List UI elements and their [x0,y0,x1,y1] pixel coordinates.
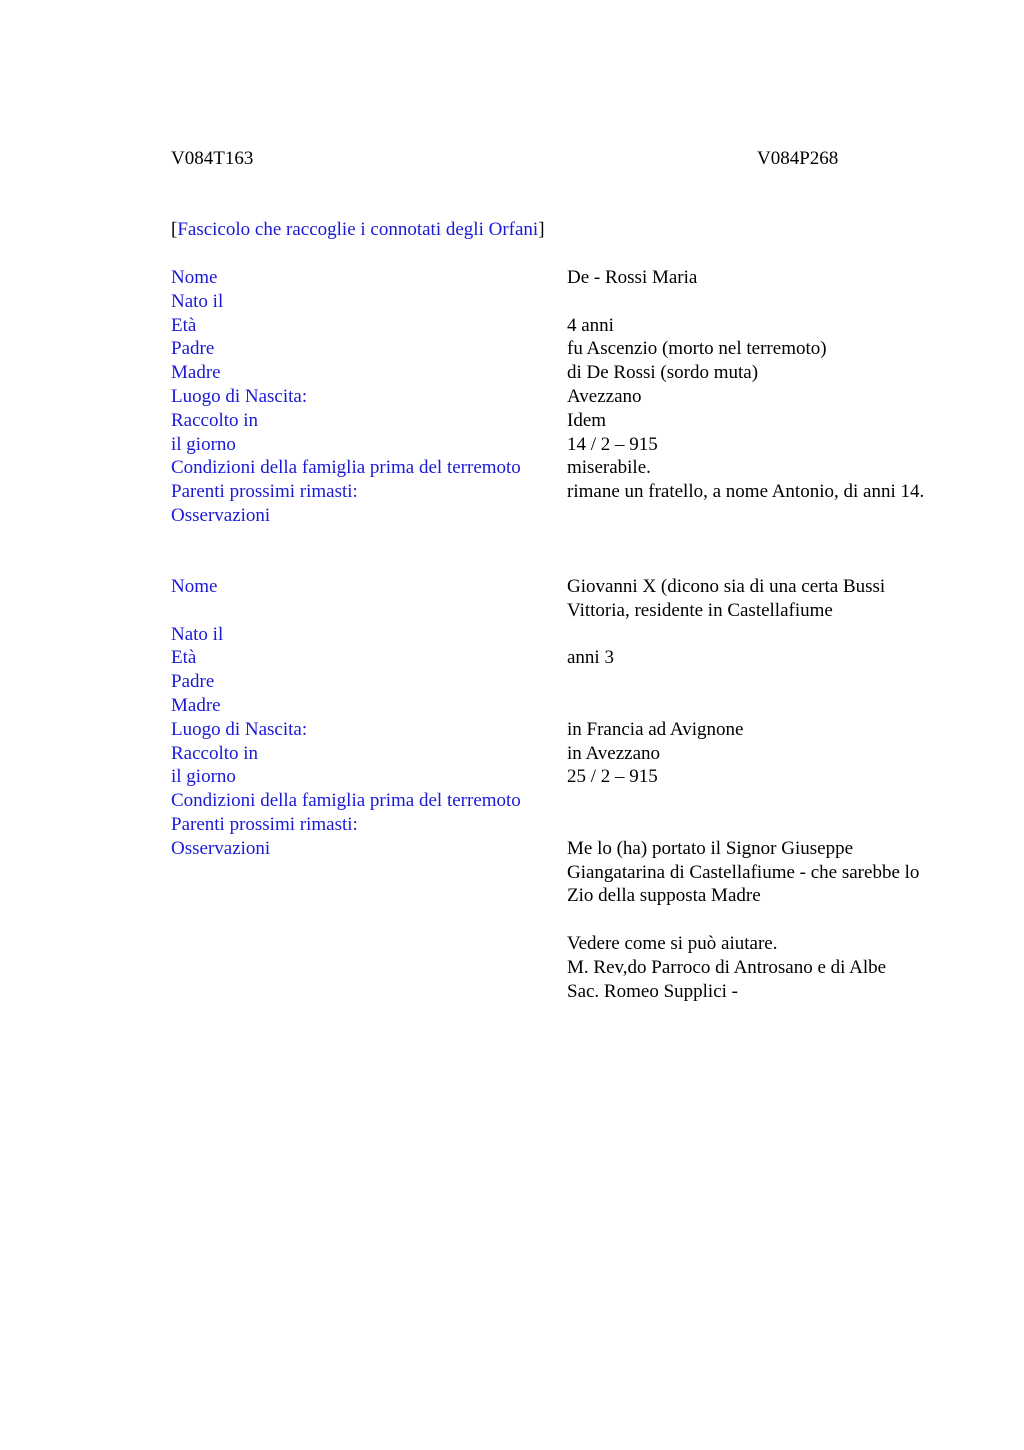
field-value-paragraph: Idem [567,409,607,431]
field-value-paragraph: fu Ascenzio (morto nel terremoto) [567,338,827,360]
field-value-paragraph: 14 / 2 – 915 [567,433,658,455]
orphan-record [171,266,946,528]
field-label: Padre [171,671,215,693]
field-value-paragraph: in Avezzano [567,742,661,764]
field-label: Nato il [171,623,224,645]
field-row [171,361,946,385]
field-row [171,670,946,694]
field-value [567,480,937,504]
field-value [567,575,937,623]
field-value [567,385,937,409]
field-row [171,433,946,457]
paragraph-gap [567,908,937,932]
field-row [171,409,946,433]
field-row [171,266,946,290]
field-value-paragraph: anni 3 [567,647,614,669]
orphan-record [171,575,946,1003]
field-label: Condizioni della famiglia prima del terremoto [171,457,521,479]
field-value [567,837,937,1004]
field-label: Parenti prossimi rimasti: [171,813,358,835]
field-value-paragraph: di De Rossi (sordo muta) [567,362,759,384]
field-label: Padre [171,338,215,360]
field-label: Luogo di Nascita: [171,718,308,740]
field-row [171,290,946,314]
field-row [171,385,946,409]
field-value-paragraph: M. Rev,do Parroco di Antrosano e di Albe [567,956,887,978]
field-value-paragraph: in Francia ad Avignone [567,718,744,740]
field-value [567,409,937,433]
document-code-left: V084T163 [171,148,254,169]
field-label: Parenti prossimi rimasti: [171,481,358,503]
field-value-paragraph: Sac. Romeo Supplici - [567,980,738,1002]
field-row [171,504,946,528]
field-row [171,789,946,813]
field-label: Età [171,647,197,669]
field-value-paragraph: 25 / 2 – 915 [567,766,658,788]
field-row [171,337,946,361]
field-label: il giorno [171,433,236,455]
field-label: il giorno [171,766,236,788]
field-label: Luogo di Nascita: [171,385,308,407]
field-row [171,742,946,766]
field-label: Madre [171,362,221,384]
field-label: Nato il [171,290,224,312]
field-row [171,480,946,504]
field-row [171,314,946,338]
file-heading [171,218,545,242]
heading-bracket-open: [ [171,219,178,240]
field-value-paragraph: rimane un fratello, a nome Antonio, di anni 14. [567,481,925,503]
field-value-paragraph: miserabile. [567,457,651,479]
field-value [567,337,937,361]
heading-bracket-close: ] [538,219,545,240]
field-value-paragraph: De - Rossi Maria [567,267,698,288]
field-row [171,765,946,789]
field-value [567,646,937,670]
field-label: Osservazioni [171,504,271,526]
field-row [171,694,946,718]
field-value-paragraph: Me lo (ha) portato il Signor Giuseppe Giangatarina di Castellafiume - che sarebbe lo Zio della supposta Madre [567,837,920,907]
field-value-paragraph: Vedere come si può aiutare. [567,932,778,954]
field-row [171,837,946,1004]
heading-text: Fascicolo che raccoglie i connotati degli Orfani [177,219,539,240]
field-value [567,433,937,457]
field-value [567,742,937,766]
field-row [171,646,946,670]
field-row [171,456,946,480]
field-value [567,314,937,338]
field-value [567,266,937,290]
field-value [567,456,937,480]
field-label: Condizioni della famiglia prima del terremoto [171,790,521,812]
field-row [171,575,946,623]
field-row [171,623,946,647]
field-value-paragraph: Giovanni X (dicono sia di una certa Bussi Vittoria, residente in Castellafiume [567,576,886,621]
field-label: Madre [171,694,221,716]
field-value [567,765,937,789]
field-row [171,718,946,742]
field-value [567,361,937,385]
field-label: Età [171,314,197,336]
document-code-right: V084P268 [757,148,839,169]
field-value-paragraph: Avezzano [567,385,642,407]
field-label: Raccolto in [171,742,259,764]
field-label: Nome [171,576,218,597]
field-row [171,813,946,837]
field-label: Osservazioni [171,837,271,859]
field-value-paragraph: 4 anni [567,314,614,336]
field-label: Raccolto in [171,409,259,431]
field-value [567,718,937,742]
field-label: Nome [171,267,218,288]
